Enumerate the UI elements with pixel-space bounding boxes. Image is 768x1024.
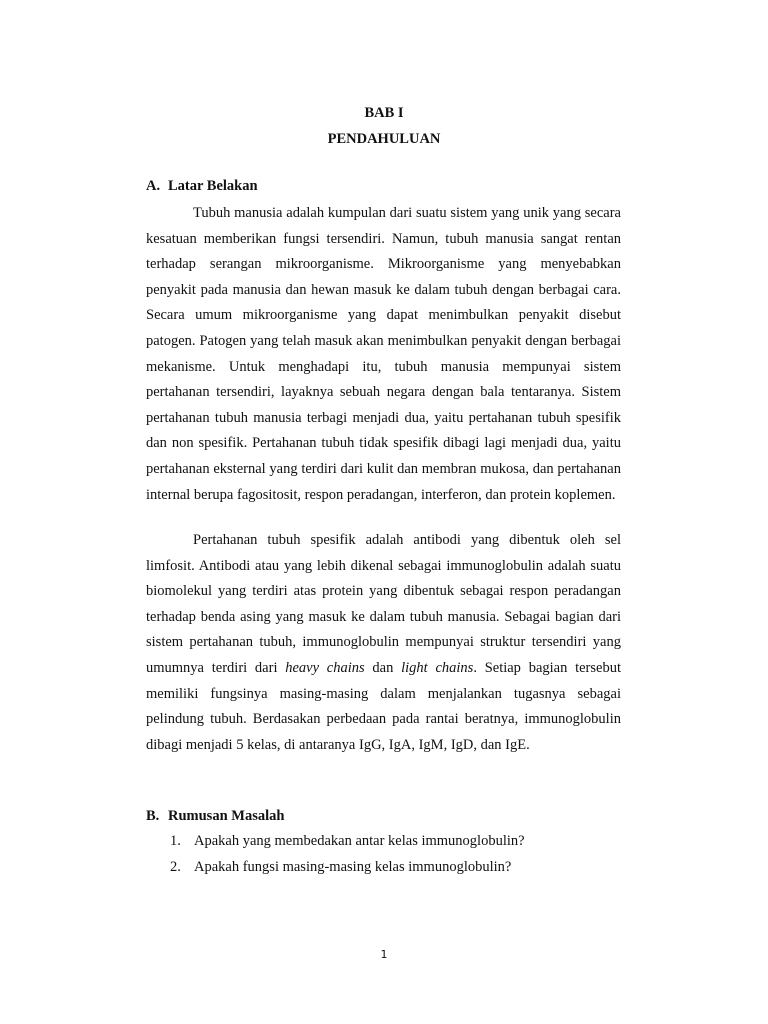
light-chains-term: light chains (401, 659, 474, 676)
section-a-title: Latar Belakan (168, 178, 258, 194)
list-item (170, 829, 525, 855)
section-a-letter: A. (146, 178, 161, 194)
section-b-heading (146, 808, 284, 825)
question-number: 1. (170, 833, 181, 849)
paragraph-2 (146, 528, 621, 758)
paragraph-1: Tubuh manusia adalah kumpulan dari suatu sistem yang unik yang secara kesatuan memberikan fungsi tersendiri. Namun, tubuh manusia sangat rentan terhadap serangan mikroorganisme. Mikroorganisme yang menyebabkan penyakit pada manusia dan hewan masuk ke dalam tubuh dengan berbagai cara. Secara umum mikroorganisme yang dapat menimbulkan penyakit disebut patogen. Patogen yang telah masuk akan menimbulkan penyakit dengan berbagai mekanisme. Untuk menghadapi itu, tubuh manusia mempunyai sistem pertahanan tersendiri, layaknya sebuah negara dengan bala tentaranya. Sistem pertahanan tubuh manusia terbagi menjadi dua, yaitu pertahanan tubuh spesifik dan non spesifik. Pertahanan tubuh tidak spesifik dibagi lagi menjadi dua, yaitu pertahanan eksternal yang terdiri dari kulit dan membran mukosa, dan pertahanan internal berupa fagositosit, respon peradangan, interferon, dan protein koplemen. (146, 205, 621, 503)
section-b-title: Rumusan Masalah (168, 808, 285, 824)
chapter-number: BAB I (364, 105, 404, 121)
list-item (170, 855, 525, 881)
paragraph-2-text-1: Pertahanan tubuh spesifik adalah antibodi yang dibentuk oleh sel limfosit. Antibodi atau yang lebih dikenal sebagai immunoglobulin adalah suatu biomolekul yang terdiri atas protein yang dibentuk sebagai respon peradangan terhadap benda asing yang masuk ke dalam tubuh manusia. Sebagai bagian dari sistem pertahanan tubuh, immunoglobulin mempunyai struktur tersendiri yang umumnya terdiri dari (146, 532, 621, 676)
question-list (170, 829, 525, 880)
section-a-heading (146, 178, 258, 195)
chapter-title: PENDAHULUAN (327, 131, 441, 147)
question-text: Apakah yang membedakan antar kelas immunoglobulin? (194, 833, 525, 849)
page-number: 1 (380, 948, 388, 961)
heavy-chains-term: heavy chains (285, 659, 365, 676)
question-text: Apakah fungsi masing-masing kelas immunoglobulin? (194, 858, 512, 875)
paragraph-2-connector: dan (364, 659, 402, 676)
paragraph-2-text-2: . Setiap bagian tersebut memiliki fungsinya masing-masing dalam menjalankan tugasnya sebagai pelindung tubuh. Berdasakan perbedaan pada rantai beratnya, immunoglobulin dibagi menjadi 5 kelas, di antaranya IgG, IgA, IgM, IgD, dan IgE. (146, 659, 621, 753)
section-b-letter: B. (146, 808, 160, 824)
question-number: 2. (170, 858, 181, 875)
